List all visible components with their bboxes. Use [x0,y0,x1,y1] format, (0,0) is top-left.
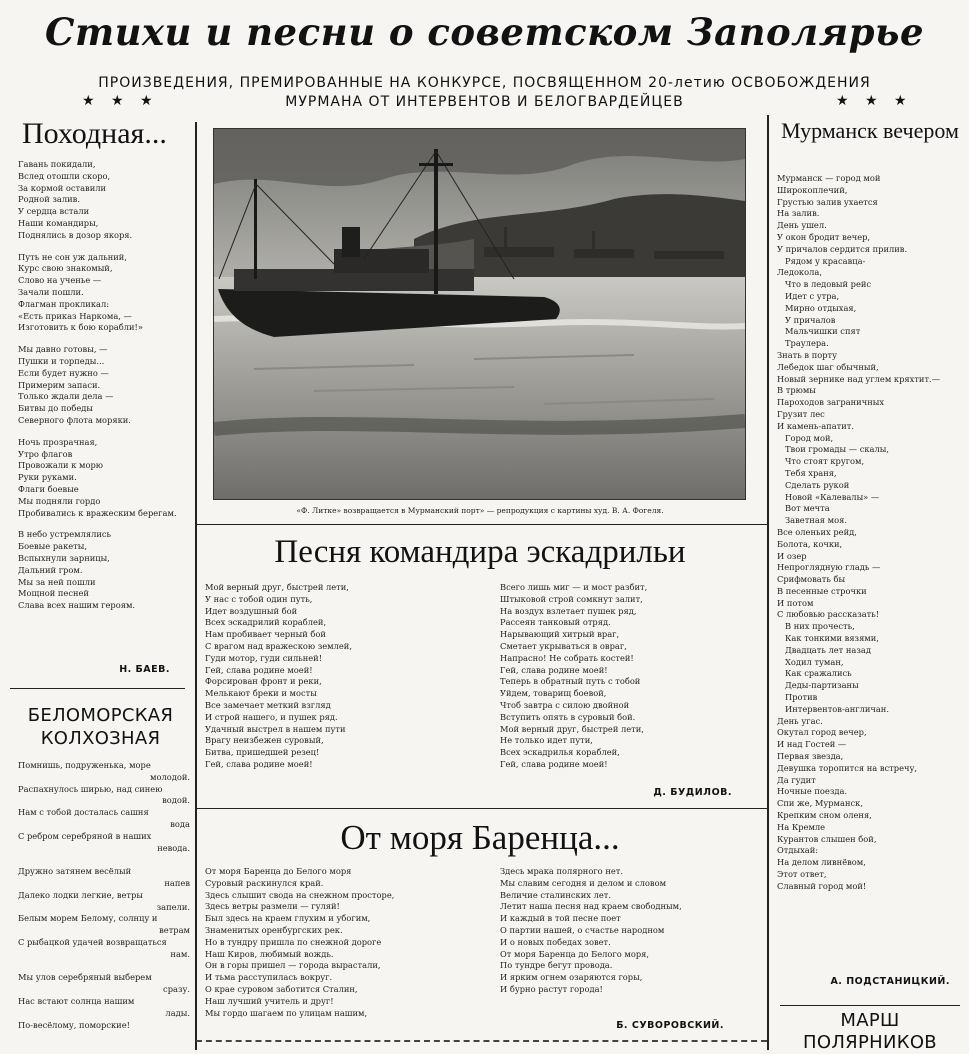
sea-title: От моря Баренца... [340,818,620,857]
murmansk-line: Против [785,692,818,703]
murmansk-line: Срифмовать бы [777,574,846,585]
murmansk-line: День угас. [777,715,823,726]
murmansk-line: Новой «Калевалы» — [785,491,880,502]
murmansk-line: И камень-апатит. [777,420,854,431]
song-line: Уйдем, товарищ боевой, [500,688,607,699]
belomorskaya-line: водой. [162,795,190,806]
belomorskaya-line: Помнишь, подруженька, море [18,760,151,770]
murmansk-line: Интервентов-англичан. [785,703,889,714]
belomorskaya-line: вода [170,818,190,829]
murmansk-line: Что в ледовый рейс [785,279,872,290]
poem-body-murmansk [777,173,965,893]
poem-line: Руки руками. [18,472,77,483]
belomorskaya-line [18,854,190,866]
song-line: И строй нашего, и пушек ряд. [205,711,338,722]
song-line: Всех эскадрилий кораблей, [205,617,327,628]
poem-line: Дальний гром. [18,564,83,575]
column-rule-right [767,115,769,1050]
song-line: На воздух взлетает пушек ряд, [500,605,637,616]
murmansk-line: Новый зернике над углем кряхтит.— [777,373,940,384]
belomorskaya-line: невода. [157,842,190,853]
murmansk-line: Этот ответ, [777,869,827,880]
poem-line: Гавань покидали, [18,159,96,169]
poem-line: Ночь прозрачная, [18,436,98,447]
murmansk-line: На делом ливнёвом, [777,857,866,868]
song-line: Нарывающий хитрый враг, [500,629,620,640]
poem-stanza [18,159,190,242]
poem-line: Утро флагов [18,448,73,459]
murmansk-line: Окутал город вечер, [777,727,867,738]
song-line: Врагу неизбежен суровый, [205,735,324,746]
sea-line: Летит наша песня над краем свободным, [500,901,682,912]
poem-line: Зачали пошли. [18,286,84,297]
murmansk-line: Болота, кочки, [777,538,843,549]
murmansk-line: Траулера. [785,338,829,349]
poem-line: Примерим запаси. [18,379,101,390]
murmansk-line: День ушел. [777,220,827,231]
sea-line: Здесь мрака полярного нет. [500,866,623,876]
poem-line: За кормой оставили [18,182,107,193]
poem-stanza [18,344,190,427]
sea-line: О крае суровом заботится Сталин, [205,983,358,994]
murmansk-line: Первая звезда, [777,751,844,762]
belomorskaya-line: С рыбацкой удачей возвращаться [18,936,167,947]
poem-line: Флаги боевые [18,483,79,494]
murmansk-line: Широкоплечий, [777,184,848,195]
song-line: Все замечает меткий взгляд [205,699,331,710]
poem-line: Мы за ней пошли [18,576,96,587]
murmansk-line: У причалов [785,314,836,325]
belomorskaya-line: Распахнулось ширью, над синею [18,783,163,794]
belomorskaya-line: нам. [170,948,190,959]
sea-line: Наш Киров, любимый вождь. [205,948,334,959]
sea-line: И о новых победах зовет. [500,936,611,947]
murmansk-line: С любовью рассказать! [777,609,880,620]
poem-line: Вслед отошли скоро, [18,170,111,181]
belomorskaya-line: напев [164,877,190,888]
murmansk-line: И над Гостей — [777,739,847,750]
song-line: Форсирован фронт и реки, [205,676,322,687]
song-line: Удачный выстрел в нашем пути [205,723,346,734]
murmansk-line: Ходил туман, [785,656,844,667]
poem-line: Слово на ученье — [18,275,102,286]
murmansk-line: Девушка торопится на встречу, [777,762,917,773]
murmansk-line: Что стоят кругом, [785,456,865,467]
song-line: Идет воздушный бой [205,605,298,616]
song-title: Песня командира эскадрильи [274,534,686,570]
author-baev: Н. БАЕВ. [119,664,170,675]
poem-line: Флагман прокликал: [18,298,110,309]
poem-line: Родной залив. [18,194,80,205]
murmansk-line: Идет с утра, [785,290,840,301]
poem-line: Провожали к морю [18,460,104,471]
sea-line: Мы гордо шагаем по улицам нашим, [205,1007,368,1018]
sea-line: Мы славим сегодня и делом и словом [500,877,667,888]
poem-title-belomorskaya-text: БЕЛОМОРСКАЯ КОЛХОЗНАЯ [27,705,174,749]
song-line: Нам пробивает черный бой [205,629,326,640]
stars-left: ★ ★ ★ [82,93,159,109]
sea-column-1 [205,866,475,1019]
poem-title-murmansk [776,118,964,144]
sea-line: По тундре бегут провода. [500,960,613,971]
sea-line: И тьма расступилась вокруг. [205,972,333,983]
song-line: Мелькают бреки и мосты [205,688,317,699]
murmansk-line: В песенные строчки [777,585,867,596]
murmansk-line: И озер [777,550,807,561]
murmansk-line: Твои громады — скалы, [785,444,889,455]
belomorskaya-line: Далеко лодки легкие, ветры [18,889,143,900]
poem-line: У сердца встали [18,206,90,217]
murmansk-line: Спи же, Мурманск, [777,798,863,809]
belomorskaya-line: сразу. [163,984,190,995]
poem-line: Мы давно готовы, — [18,344,108,355]
sea-line: Здесь ветры размели — гуляй! [205,901,340,912]
murmansk-line: Рядом у красавца- [785,255,866,266]
murmansk-line: Сделать рукой [785,479,850,490]
sea-line: Был здесь на краем глухим и убогим, [205,913,371,924]
sea-line: Суровый раскинулся край. [205,877,324,888]
sea-line: Величие сталинских лет. [500,889,611,900]
murmansk-line: Ледокола, [777,267,822,278]
song-line: Гей, слава родине моей! [500,758,608,769]
song-line: Битва, пришедшей резец! [205,747,320,758]
poem-body-pohodnaya [18,159,190,622]
murmansk-line: Заветная моя. [785,515,847,526]
song-line: С врагом над вражескою землей, [205,640,352,651]
song-line: Чтоб завтра с силою двойной [500,699,630,710]
poem-stanza [18,437,190,520]
song-line: Мой верный друг, быстрей лети, [500,723,644,734]
poem-line: Путь не сон уж дальний, [18,251,127,262]
belomorskaya-line: Белым морем Белому, солнцу и [18,913,158,924]
author-budilov: Д. БУДИЛОВ. [653,787,732,798]
belomorskaya-line: ветрам [159,925,190,936]
poem-line: В небо устремлялись [18,529,112,540]
belomorskaya-line: Нам с тобой досталась сашня [18,807,149,818]
sea-line: И бурно растут города! [500,983,603,994]
murmansk-line: Грузит лес [777,408,825,419]
murmansk-line: Ночные поезда. [777,786,848,797]
murmansk-line: Мирно отдыхая, [785,302,857,313]
sea-line: Но в тундру пришла по снежной дороге [205,936,382,947]
poem-line: Изготовить к бою корабли!» [18,322,143,333]
belomorskaya-line: молодой. [150,771,190,782]
song-line: Не только идет пути, [500,735,593,746]
author-podstanitsky: А. ПОДСТАНИЦКИЙ. [830,976,950,987]
song-line: Рассеян танковый отряд. [500,617,611,628]
song-line: Гей, слава родине моей! [205,758,313,769]
song-line: Напрасно! Не собрать костей! [500,652,634,663]
song-column-1 [205,582,475,771]
sea-line: От моря Баренца до Белого моря, [500,948,649,959]
belomorskaya-line [18,961,190,973]
poem-stanza [18,252,190,335]
murmansk-line: Пароходов заграничных [777,397,885,408]
song-line: Сметает укрываться в овраг, [500,640,627,651]
poem-body-belomorskaya [18,760,190,1031]
sea-line: Он в горы пришел — города вырастали, [205,960,381,971]
murmansk-line: И потом [777,597,814,608]
masthead-title: Стихи и песни о советском Заполярье [45,10,924,54]
ship-painting-illustration [214,129,745,499]
painting-caption: «Ф. Литке» возвращается в Мурманский порт» — репродукция с картины худ. В. А. Фогеля. [296,506,664,515]
poem-line: Только ждали дела — [18,391,114,402]
poem-line: Битвы до победы [18,403,94,414]
sea-line: И ярким огнем озаряются горы, [500,972,643,983]
column-rule-left [195,122,197,1050]
song-line: Гуди мотор, гуди сильней! [205,652,323,663]
sea-line: От моря Баренца до Белого моря [205,866,352,876]
murmansk-line: Как тонкими вязями, [785,633,879,644]
poem-line: Пушки и торпеды... [18,355,105,366]
poem-stanza [18,529,190,612]
murmansk-line: Все оленьих рейд, [777,526,857,537]
poem-line: Пробивались к вражеским берегам. [18,507,177,518]
murmansk-line: Крепким сном оленя, [777,810,872,821]
song-line: Гей, слава родине моей! [205,664,313,675]
poem-line: Если будет нужно — [18,367,109,378]
murmansk-line: Деды-партизаны [785,680,859,691]
poem-line: Слава всех нашим героям. [18,600,136,611]
song-line: Штыковой строй сомкнут залит, [500,593,643,604]
sea-line: И каждый в той песне поет [500,913,621,924]
rule-under-song [196,808,767,809]
subheading-line-2: МУРМАНА ОТ ИНТЕРВЕНТОВ И БЕЛОГВАРДЕЙЦЕВ [285,94,684,110]
song-line: У нас с тобой один путь, [205,593,313,604]
belomorskaya-line: Мы улов серебряный выберем [18,972,152,983]
song-line: Теперь в обратный путь с тобой [500,676,641,687]
murmansk-line: Славный город мой! [777,880,867,891]
belomorskaya-line: лады. [165,1007,190,1018]
poem-line: Курс свою знакомый, [18,263,113,274]
murmansk-line: Непроглядную гладь — [777,562,881,573]
poem-title-murmansk-text: Мурманск вечером [781,118,959,143]
murmansk-line: В трюмы [777,385,816,396]
murmansk-line: Лебедок шаг обычный, [777,361,879,372]
belomorskaya-line: Нас встают солнца нашим [18,995,135,1006]
song-line: Мой верный друг, быстрей лети, [205,582,349,592]
song-line: Всех эскадрилья кораблей, [500,747,620,758]
murmansk-line: Мурманск — город мой [777,173,881,183]
rule-right-divider [780,1005,960,1006]
poem-title-belomorskaya [8,704,193,750]
song-column-2 [500,582,760,771]
belomorskaya-line: С ребром серебряной в наших [18,830,152,841]
murmansk-line: У окон бродит вечер, [777,231,871,242]
murmansk-line: Да гудит [777,774,816,785]
song-line: Всего лишь миг — и мост разбит, [500,582,648,592]
author-suvorovsky: Б. СУВОРОВСКИЙ. [616,1020,724,1031]
subheading-line-1: ПРОИЗВЕДЕНИЯ, ПРЕМИРОВАННЫЕ НА КОНКУРСЕ, ПОСВЯЩЕННОМ 20-летию ОСВОБОЖДЕНИЯ [98,75,871,91]
poem-line: Боевые ракеты, [18,541,88,552]
poem-line: Вспыхнули зарницы, [18,552,110,563]
rule-under-picture [196,524,767,525]
murmansk-line: Вот мечта [785,503,830,514]
poem-title-marsh: МАРШ ПОЛЯРНИКОВ [803,1010,937,1053]
sea-column-2 [500,866,760,996]
murmansk-line: Отдыхай: [777,845,819,856]
sea-line: Наш лучший учитель и друг! [205,995,334,1006]
belomorskaya-line: По-весёлому, поморские! [18,1019,130,1030]
song-line: Гей, слава родине моей! [500,664,608,675]
murmansk-line: Как сражались [785,668,852,679]
song-line: Вступить опять в суровый бой. [500,711,636,722]
murmansk-line: В них прочесть, [785,621,855,632]
poem-title-pohodnaya: Походная... [22,117,167,150]
murmansk-line: Знать в порту [777,349,838,360]
murmansk-line: На Кремле [777,821,826,832]
murmansk-line: Мальчишки спят [785,326,861,337]
bottom-ornament [196,1040,767,1045]
sea-line: О партии нашей, о счастье народном [500,924,665,935]
murmansk-line: Город мой, [785,432,834,443]
poem-line: Северного флота моряки. [18,414,131,425]
poem-line: Мы подняли гордо [18,495,101,506]
murmansk-line: Тебя храня, [785,467,837,478]
sea-line: Здесь слышит свода на снежном просторе, [205,889,395,900]
murmansk-line: Курантов слышен бой, [777,833,877,844]
poem-line: Поднялись в дозор якоря. [18,229,133,240]
poem-line: Мощной песней [18,588,89,599]
murmansk-line: У причалов сердится прилив. [777,243,908,254]
murmansk-line: На залив. [777,208,820,219]
poem-line: Наши командиры, [18,217,99,228]
painting-image [213,128,746,500]
murmansk-line: Двадцать лет назад [785,644,871,655]
stars-right: ★ ★ ★ [836,93,913,109]
belomorskaya-line: запели. [156,901,190,912]
rule-left-divider [10,688,185,689]
murmansk-line: Грустью залив ухается [777,196,878,207]
belomorskaya-line: Дружно затянем весёлый [18,866,132,877]
sea-line: Знаменитых оренбургских рек. [205,924,343,935]
poem-line: «Есть приказ Наркома, — [18,310,132,321]
